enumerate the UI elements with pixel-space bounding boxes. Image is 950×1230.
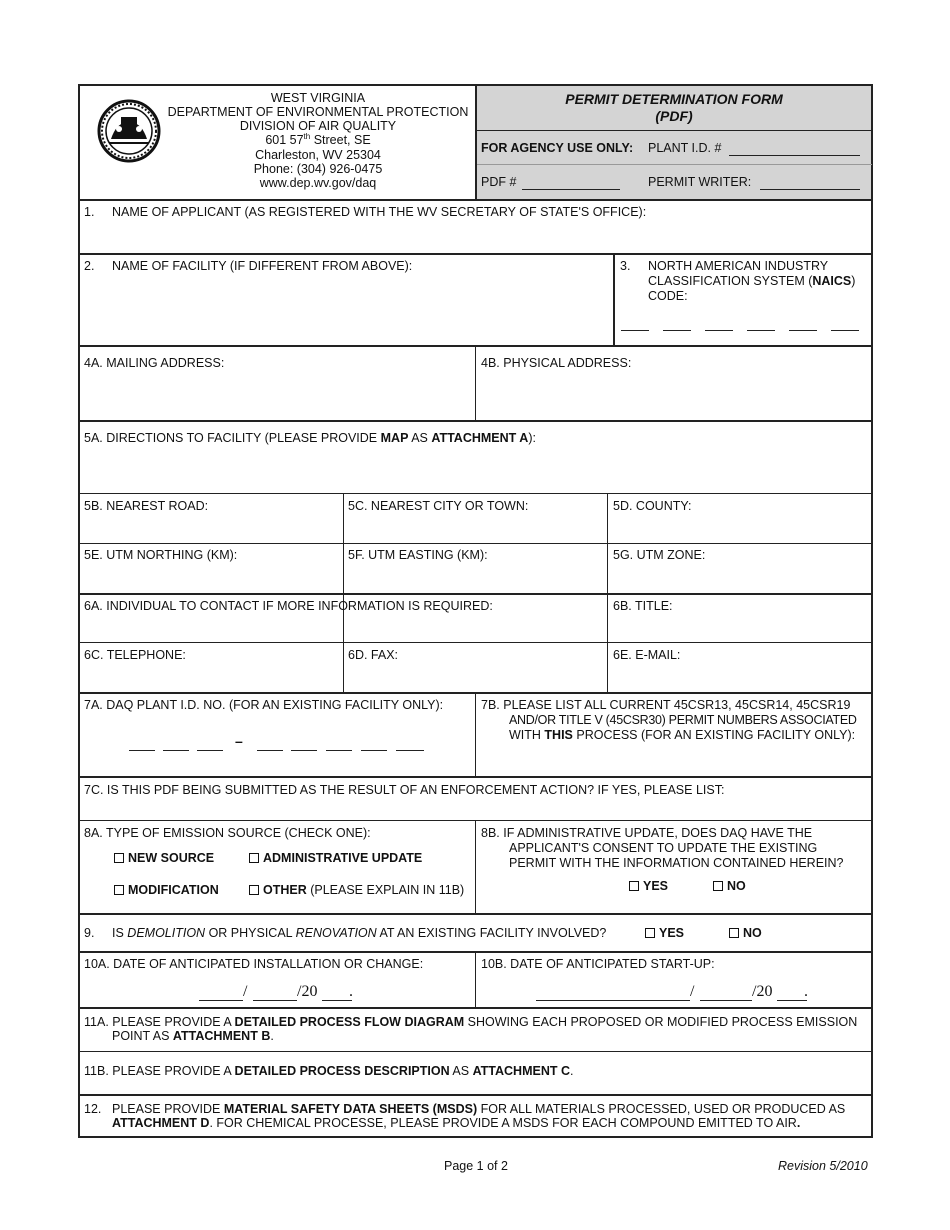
plant-id-field[interactable]: [729, 155, 860, 156]
naics-digit-6[interactable]: [831, 330, 859, 331]
pdf-number-field[interactable]: [522, 189, 620, 190]
daq-plant-id-label: 7A. DAQ PLANT I.D. NO. (FOR AN EXISTING FACILITY ONLY):: [84, 698, 444, 712]
permit-numbers-label-line1: 7B. PLEASE LIST ALL CURRENT 45CSR13, 45CSR14, 45CSR19: [481, 698, 851, 712]
plant-id-digit-4[interactable]: [257, 750, 283, 751]
plant-id-label: PLANT I.D. #: [648, 141, 722, 155]
email-label: 6E. E-MAIL:: [613, 648, 681, 662]
startup-period: .: [804, 983, 808, 1000]
checkbox-icon[interactable]: [729, 928, 739, 938]
installation-year-field[interactable]: [322, 1000, 352, 1001]
permit-numbers-label-line2: AND/OR TITLE V (45CSR30) PERMIT NUMBERS ASSOCIATED: [509, 713, 857, 727]
page-number: Page 1 of 2: [444, 1159, 508, 1173]
installation-day-field[interactable]: [253, 1000, 297, 1001]
installation-period: .: [349, 983, 353, 1000]
agency-state: WEST VIRGINIA: [270, 91, 366, 105]
mailing-address-label: 4A. MAILING ADDRESS:: [84, 356, 225, 370]
nearest-city-label: 5C. NEAREST CITY OR TOWN:: [348, 499, 529, 513]
checkbox-icon[interactable]: [713, 881, 723, 891]
fax-label: 6D. FAX:: [348, 648, 399, 662]
physical-address-label: 4B. PHYSICAL ADDRESS:: [481, 356, 632, 370]
contact-individual-label: 6A. INDIVIDUAL TO CONTACT IF MORE INFORMATION IS REQUIRED:: [84, 599, 493, 613]
applicant-name-label: NAME OF APPLICANT (AS REGISTERED WITH THE WV SECRETARY OF STATE'S OFFICE):: [112, 205, 647, 219]
permit-writer-field[interactable]: [760, 189, 860, 190]
demolition-question: IS DEMOLITION OR PHYSICAL RENOVATION AT AN EXISTING FACILITY INVOLVED?: [112, 926, 607, 940]
demolition-yes-checkbox[interactable]: YES: [645, 926, 684, 941]
agency-use-label: FOR AGENCY USE ONLY:: [481, 141, 634, 155]
naics-label-line2: CLASSIFICATION SYSTEM (NAICS): [648, 274, 856, 288]
naics-digit-4[interactable]: [747, 330, 775, 331]
utm-easting-label: 5F. UTM EASTING (KM):: [348, 548, 488, 562]
pdf-number-label: PDF #: [481, 175, 517, 189]
installation-month-field[interactable]: [199, 1000, 243, 1001]
field-9-number: 9.: [84, 926, 95, 940]
startup-slash: /: [690, 983, 695, 1000]
agency-street: 601 57th Street, SE: [265, 131, 371, 147]
installation-date-label: 10A. DATE OF ANTICIPATED INSTALLATION OR CHANGE:: [84, 957, 424, 971]
plant-id-digit-8[interactable]: [396, 750, 424, 751]
field-1-number: 1.: [84, 205, 95, 219]
field-2-number: 2.: [84, 259, 95, 273]
startup-year-field[interactable]: [777, 1000, 807, 1001]
agency-website: www.dep.wv.gov/daq: [259, 176, 377, 190]
checkbox-icon[interactable]: [249, 853, 259, 863]
consent-no-checkbox[interactable]: NO: [713, 879, 746, 894]
plant-id-digit-5[interactable]: [291, 750, 317, 751]
naics-label-line1: NORTH AMERICAN INDUSTRY: [648, 259, 829, 273]
enforcement-action-label: 7C. IS THIS PDF BEING SUBMITTED AS THE RESULT OF AN ENFORCEMENT ACTION? IF YES, PLEASE LIST:: [84, 783, 725, 797]
naics-digit-1[interactable]: [621, 330, 649, 331]
utm-northing-label: 5E. UTM NORTHING (KM):: [84, 548, 238, 562]
plant-id-separator: –: [235, 733, 243, 749]
agency-division: DIVISION OF AIR QUALITY: [239, 119, 397, 133]
consent-yes-checkbox[interactable]: YES: [629, 879, 668, 894]
msds-label-line2: ATTACHMENT D. FOR CHEMICAL PROCESSE, PLEASE PROVIDE A MSDS FOR EACH COMPOUND EMITTED TO AIR.: [112, 1116, 801, 1130]
modification-checkbox[interactable]: MODIFICATION: [114, 883, 219, 898]
county-label: 5D. COUNTY:: [613, 499, 692, 513]
facility-name-label: NAME OF FACILITY (IF DIFFERENT FROM ABOVE):: [112, 259, 413, 273]
msds-label-line1: PLEASE PROVIDE MATERIAL SAFETY DATA SHEETS (MSDS) FOR ALL MATERIALS PROCESSED, USED OR PRODUCED AS: [112, 1102, 846, 1116]
admin-consent-label-line3: PERMIT WITH THE INFORMATION CONTAINED HEREIN?: [509, 856, 844, 870]
other-checkbox[interactable]: OTHER (PLEASE EXPLAIN IN 11B): [249, 883, 464, 898]
process-description-label: 11B. PLEASE PROVIDE A DETAILED PROCESS DESCRIPTION AS ATTACHMENT C.: [84, 1064, 574, 1078]
plant-id-digit-2[interactable]: [163, 750, 189, 751]
installation-year-prefix: /20: [297, 983, 318, 1000]
permit-writer-label: PERMIT WRITER:: [648, 175, 752, 189]
telephone-label: 6C. TELEPHONE:: [84, 648, 186, 662]
new-source-checkbox[interactable]: NEW SOURCE: [114, 851, 214, 866]
plant-id-digit-1[interactable]: [129, 750, 155, 751]
checkbox-icon[interactable]: [249, 885, 259, 895]
agency-city: Charleston, WV 25304: [255, 148, 381, 162]
admin-consent-label-line1: 8B. IF ADMINISTRATIVE UPDATE, DOES DAQ HAVE THE: [481, 826, 813, 840]
wv-dep-seal-logo: [97, 99, 161, 163]
process-flow-label-line1: 11A. PLEASE PROVIDE A DETAILED PROCESS FLOW DIAGRAM SHOWING EACH PROPOSED OR MODIFIED PROCESS EMISSION: [84, 1015, 858, 1029]
naics-label-line3: CODE:: [648, 289, 688, 303]
checkbox-icon[interactable]: [114, 885, 124, 895]
revision-date: Revision 5/2010: [778, 1159, 868, 1173]
utm-zone-label: 5G. UTM ZONE:: [613, 548, 706, 562]
form-abbrev: (PDF): [655, 108, 693, 124]
naics-digit-3[interactable]: [705, 330, 733, 331]
administrative-update-checkbox[interactable]: ADMINISTRATIVE UPDATE: [249, 851, 422, 866]
field-3-number: 3.: [620, 259, 631, 273]
field-12-number: 12.: [84, 1102, 102, 1116]
nearest-road-label: 5B. NEAREST ROAD:: [84, 499, 209, 513]
checkbox-icon[interactable]: [114, 853, 124, 863]
startup-date-label: 10B. DATE OF ANTICIPATED START-UP:: [481, 957, 715, 971]
permit-numbers-label-line3: WITH THIS PROCESS (FOR AN EXISTING FACILITY ONLY):: [509, 728, 856, 742]
startup-year-prefix: /20: [752, 983, 773, 1000]
directions-label: 5A. DIRECTIONS TO FACILITY (PLEASE PROVIDE MAP AS ATTACHMENT A):: [84, 431, 536, 445]
naics-digit-2[interactable]: [663, 330, 691, 331]
admin-consent-label-line2: APPLICANT'S CONSENT TO UPDATE THE EXISTING: [509, 841, 818, 855]
checkbox-icon[interactable]: [629, 881, 639, 891]
plant-id-digit-6[interactable]: [326, 750, 352, 751]
agency-department: DEPARTMENT OF ENVIRONMENTAL PROTECTION: [167, 105, 469, 119]
contact-title-label: 6B. TITLE:: [613, 599, 673, 613]
installation-slash: /: [243, 983, 248, 1000]
agency-phone: Phone: (304) 926-0475: [253, 162, 383, 176]
form-title: PERMIT DETERMINATION FORM: [565, 91, 783, 107]
plant-id-digit-7[interactable]: [361, 750, 387, 751]
checkbox-icon[interactable]: [645, 928, 655, 938]
demolition-no-checkbox[interactable]: NO: [729, 926, 762, 941]
process-flow-label-line2: POINT AS ATTACHMENT B.: [112, 1029, 274, 1043]
plant-id-digit-3[interactable]: [197, 750, 223, 751]
startup-day-field[interactable]: [700, 1000, 752, 1001]
naics-digit-5[interactable]: [789, 330, 817, 331]
emission-source-type-label: 8A. TYPE OF EMISSION SOURCE (CHECK ONE):: [84, 826, 371, 840]
startup-month-field[interactable]: [536, 1000, 690, 1001]
